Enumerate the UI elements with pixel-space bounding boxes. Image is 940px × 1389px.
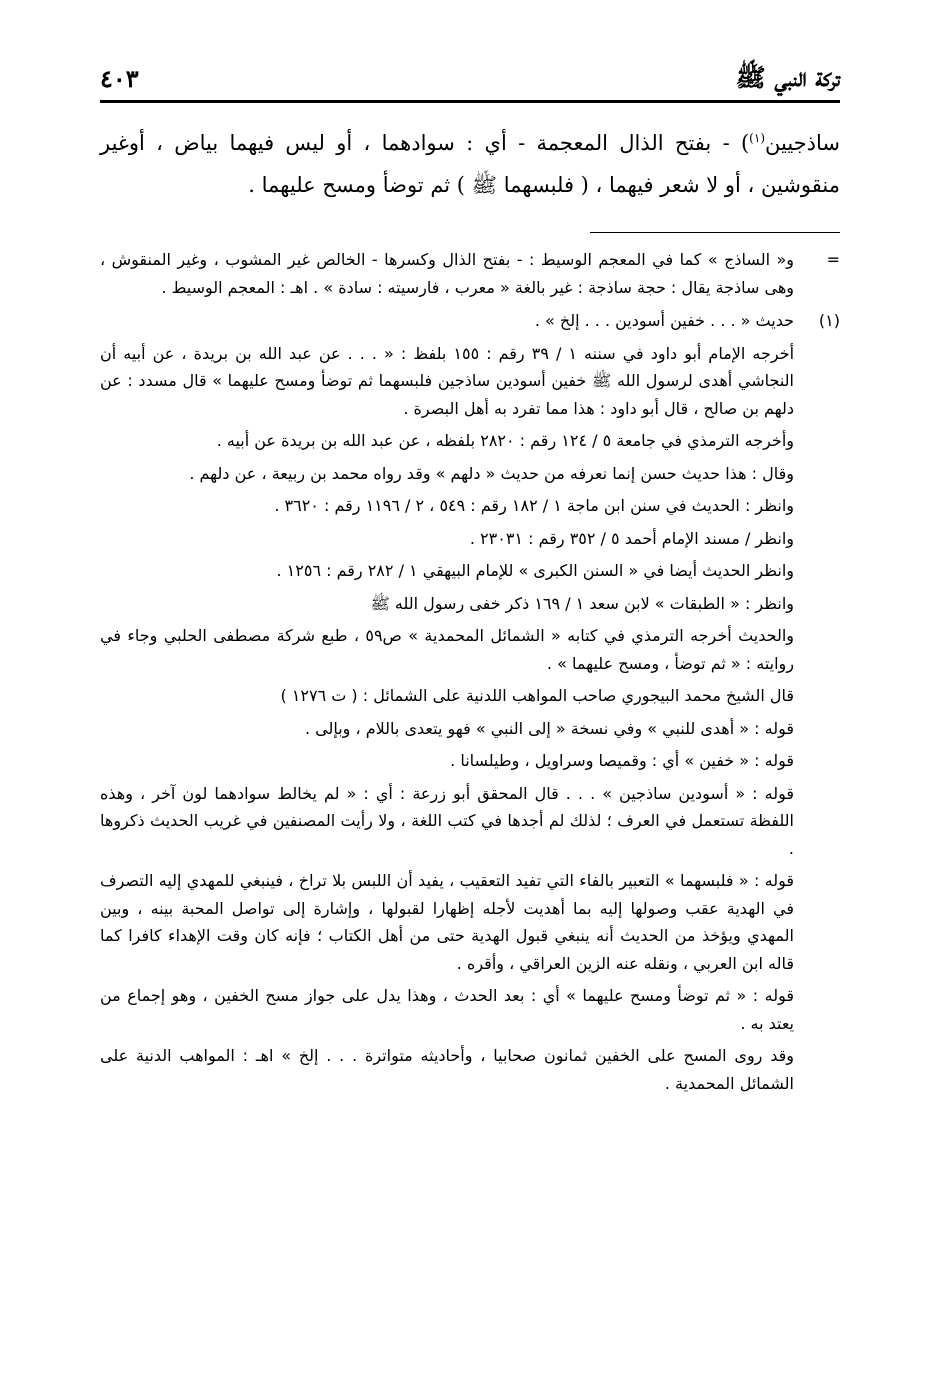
- main-text-body: ) - بفتح الذال المعجمة - أي : سوادهما ، أو ليس فيهما بياض ، أوغير منقوشين ، أو لا شعر فيهما ، ( فلبسهما ﷺ ) ثم توضأ ومسح عليهما .: [100, 131, 840, 197]
- footnote-marker: (١): [818, 311, 840, 330]
- footnote-1: [100, 307, 840, 1097]
- footnote-paragraph: وانظر الحديث أيضا في « السنن الكبرى » للإمام البيهقي ١ / ٢٨٢ رقم : ١٢٥٦ .: [276, 561, 794, 580]
- footnote-paragraph: قوله : « أسودين ساذجين » . . . قال المحقق أبو زرعة : أي : « لم يخالط سوادهما لون آخر ، وهذه اللفظة تستعمل في العرف ؛ لذلك لم أجدها في كتب اللغة ، ولا رأيت المصنفين في غريب الحديث ذكروها .: [100, 783, 794, 858]
- main-text-start: ساذجيين: [765, 131, 840, 155]
- footnote-paragraph: وأخرجه الترمذي في جامعة ٥ / ١٢٤ رقم : ٢٨٢٠ بلفظه ، عن عبد الله بن بريدة عن أبيه .: [216, 431, 794, 450]
- footnotes: [100, 246, 840, 1097]
- footnote-paragraph: وقد روى المسح على الخفين ثمانون صحابيا ، وأحاديثه متواترة . . . إلخ » اهـ : المواهب الدنية على الشمائل المحمدية .: [100, 1046, 794, 1093]
- footnote-paragraph: قال الشيخ محمد البيجوري صاحب المواهب اللدنية على الشمائل : ( ت ١٢٧٦ ): [280, 686, 794, 705]
- footnote-reference: (١): [749, 131, 765, 145]
- footnote-paragraph: قوله : « فلبسهما » التعبير بالفاء التي تفيد التعقيب ، يفيد أن اللبس بلا تراخ ، فينبغي للمهدي إليه التصرف في الهدية عقب وصولها إليه بما أهديت لأجله إظهارا لقبولها ، وإشارة إلى تواصل المحبة بينه ، وبين المهدي ويؤخذ من الحديث أنه ينبغي قبول الهدية حتى من أهل الكتاب ؛ فإنه كان وقت الإهداء كافرا كما قاله ابن العربي ، ونقله عنه الزين العراقي ، وأقره .: [100, 871, 794, 973]
- page-header: [100, 56, 840, 103]
- footnote-paragraph: حديث « . . . خفين أسودين . . . إلخ » .: [534, 311, 794, 330]
- footnote-paragraph: قوله : « ثم توضأ ومسح عليهما » أي : بعد الحدث ، وهذا يدل على جواز مسح الخفين ، وهو إجماع من يعتد به .: [100, 986, 794, 1033]
- footnote-continuation: [100, 246, 840, 301]
- running-title: تركة النبي ﷺ: [735, 63, 840, 92]
- footnote-paragraph: قوله : « أهدى للنبي » وفي نسخة « إلى النبي » فهو يتعدى باللام ، وبإلى .: [304, 718, 794, 738]
- footnote-paragraph: وقال : هذا حديث حسن إنما نعرفه من حديث « دلهم » وقد رواه محمد بن ربيعة ، عن دلهم .: [189, 463, 794, 483]
- footnote-paragraph: وانظر : الحديث في سنن ابن ماجة ١ / ١٨٢ رقم : ٥٤٩ ، ٢ / ١١٩٦ رقم : ٣٦٢٠ .: [274, 496, 794, 515]
- page-number: ٤٠٣: [100, 64, 139, 93]
- main-paragraph: [100, 122, 840, 206]
- footnote-paragraph: والحديث أخرجه الترمذي في كتابه « الشمائل المحمدية » ص٥٩ ، طبع شركة مصطفى الحلبي وجاء في روايته : « ثم توضأ ، ومسح عليهما » .: [100, 626, 795, 673]
- footnote-paragraph: قوله : « خفين » أي : وقميصا وسراويل ، وطيلسانا .: [450, 751, 794, 770]
- footnote-separator: [590, 232, 840, 233]
- footnote-paragraph: وانظر / مسند الإمام أحمد ٥ / ٣٥٢ رقم : ٢٣٠٣١ .: [469, 528, 794, 548]
- footnote-paragraph: و« الساذج » كما في المعجم الوسيط : - بفتح الذال وكسرها - الخالص غير المشوب ، وغير المنقوش ، وهى ساذجة يقال : حجة ساذجة : غير بالغة « معرب ، فارسيته : سادة » . اهـ : المعجم الوسيط .: [100, 250, 794, 297]
- footnote-paragraph: أخرجه الإمام أبو داود في سننه ١ / ٣٩ رقم : ١٥٥ بلفظ : « . . . عن عبد الله بن بريدة ، عن أبيه أن النجاشي أهدى لرسول الله ﷺ خفين أسودين ساذجين فلبسهما ثم توضأ ومسح عليهما » قال مسدد : عن دلهم بن صالح ، قال أبو داود : هذا مما تفرد به أهل البصرة .: [100, 343, 795, 418]
- main-text: [100, 122, 840, 206]
- footnote-paragraph: وانظر : « الطبقات » لابن سعد ١ / ١٦٩ ذكر خفى رسول الله ﷺ: [370, 593, 794, 613]
- continuation-marker: =: [826, 250, 840, 269]
